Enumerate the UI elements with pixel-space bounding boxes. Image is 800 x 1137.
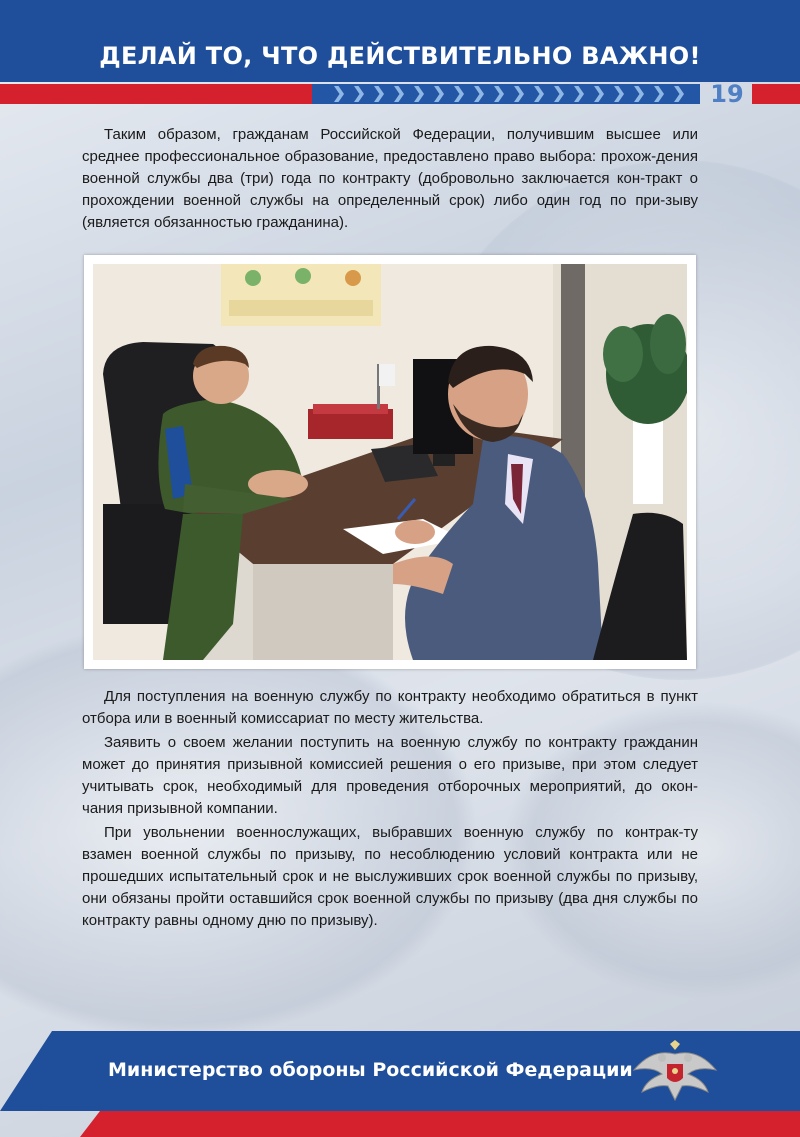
double-headed-eagle-emblem-icon [632, 1040, 718, 1104]
footer-org-name: Министерство обороны Российской Федерации [108, 1059, 633, 1081]
body-paragraph: При увольнении военнослужащих, выбравших военную службу по контрак-ту взамен военной службы по призыву, по несоблюдению условий контракта или не прошедших испытательный срок и не выслуживших срок военной службы по призыву, они обязаны пройти оставшийся срок военной службы по призыву (два дня службы по контракту равны одному дню по призыву). [82, 824, 698, 929]
chevron-right-icon [494, 86, 504, 102]
body-paragraph: Таким образом, гражданам Российской Федерации, получившим высшее или среднее профессиональное образование, предоставлено право выбора: прохож-дения военной службы два (три) года по контракту (добровольно заключается кон-тракт о прохождении военной службы на определенный срок) либо один год по при-зыву (является обязанностью гражданина). [82, 126, 698, 231]
chevron-right-icon [454, 86, 464, 102]
page-title: ДЕЛАЙ ТО, ЧТО ДЕЙСТВИТЕЛЬНО ВАЖНО! [99, 42, 701, 70]
recruitment-photo [93, 264, 687, 660]
body-paragraph: Заявить о своем желании поступить на военную службу по контракту гражданин может до принятия призывной комиссией решения о его призыве, при этом следует учитывать срок, необходимый для проведения отборочных мероприятий, до окон-чания призывной компании. [82, 734, 698, 817]
chevron-right-icon [354, 86, 364, 102]
chevron-right-icon [434, 86, 444, 102]
chevron-right-icon [414, 86, 424, 102]
chevron-right-icon [514, 86, 524, 102]
photo-frame [84, 255, 696, 669]
chevron-right-icon [474, 86, 484, 102]
header-chevron-stripe [312, 84, 700, 104]
header-red-stripe [0, 84, 312, 104]
chevron-right-icon [394, 86, 404, 102]
chevron-right-icon [554, 86, 564, 102]
chevron-right-icon [674, 86, 684, 102]
chevron-right-icon [334, 86, 344, 102]
chevron-right-icon [634, 86, 644, 102]
page-number: 19 [710, 80, 744, 108]
chevron-right-icon [374, 86, 384, 102]
chevron-right-icon [654, 86, 664, 102]
chevron-right-icon [594, 86, 604, 102]
header-red-stripe-right [752, 84, 800, 104]
chevron-right-icon [534, 86, 544, 102]
chevron-right-icon [614, 86, 624, 102]
chevron-right-icon [574, 86, 584, 102]
footer-red-stripe [0, 1111, 800, 1137]
body-paragraph: Для поступления на военную службу по контракту необходимо обратиться в пункт отбора или в военный комиссариат по месту жительства. [82, 688, 698, 727]
